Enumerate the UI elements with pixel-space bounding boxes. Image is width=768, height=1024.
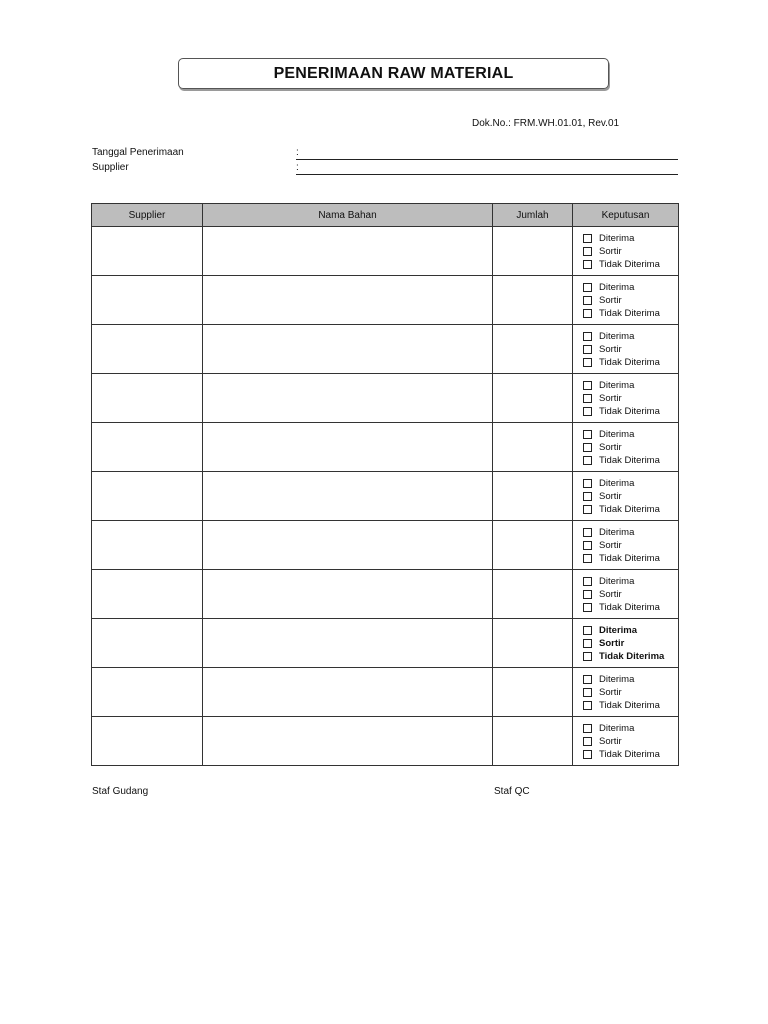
checkbox-sort[interactable] [583, 590, 592, 599]
option-label: Sortir [599, 294, 622, 306]
decision-options [573, 428, 678, 467]
option-label: Tidak Diterima [599, 258, 660, 270]
option-accepted[interactable] [583, 232, 678, 245]
receipt-date-field[interactable] [296, 159, 678, 160]
material-name-cell[interactable] [203, 717, 493, 766]
decision-options [573, 575, 678, 614]
option-sort[interactable] [583, 245, 678, 258]
supplier-cell[interactable] [92, 276, 203, 325]
decision-cell [573, 423, 679, 472]
option-sort[interactable] [583, 539, 678, 552]
decision-options [573, 281, 678, 320]
receipt-date-colon: : [296, 147, 299, 158]
checkbox-sort[interactable] [583, 639, 592, 648]
quantity-cell[interactable] [493, 472, 573, 521]
supplier-cell[interactable] [92, 619, 203, 668]
option-sort[interactable] [583, 441, 678, 454]
decision-options [573, 722, 678, 761]
title-box [178, 58, 609, 89]
supplier-cell[interactable] [92, 521, 203, 570]
checkbox-rejected[interactable] [583, 603, 592, 612]
decision-cell [573, 276, 679, 325]
material-name-cell[interactable] [203, 227, 493, 276]
option-sort[interactable] [583, 490, 678, 503]
checkbox-sort[interactable] [583, 492, 592, 501]
checkbox-rejected[interactable] [583, 407, 592, 416]
decision-options [573, 673, 678, 712]
header-quantity: Jumlah [493, 204, 573, 227]
option-label: Sortir [599, 539, 622, 551]
option-label: Tidak Diterima [599, 601, 660, 613]
table-row [92, 325, 679, 374]
quantity-cell[interactable] [493, 227, 573, 276]
option-label: Diterima [599, 379, 635, 391]
option-rejected[interactable] [583, 650, 678, 663]
material-name-cell[interactable] [203, 325, 493, 374]
material-name-cell[interactable] [203, 668, 493, 717]
option-label: Diterima [599, 477, 635, 489]
supplier-cell[interactable] [92, 570, 203, 619]
option-label: Sortir [599, 490, 622, 502]
option-sort[interactable] [583, 294, 678, 307]
checkbox-rejected[interactable] [583, 358, 592, 367]
option-label: Diterima [599, 281, 635, 293]
option-label: Sortir [599, 637, 625, 649]
supplier-label: Supplier [92, 162, 129, 173]
quantity-cell[interactable] [493, 374, 573, 423]
option-label: Diterima [599, 722, 635, 734]
option-label: Sortir [599, 441, 622, 453]
quantity-cell[interactable] [493, 619, 573, 668]
header-supplier: Supplier [92, 204, 203, 227]
option-label: Diterima [599, 428, 635, 440]
option-sort[interactable] [583, 588, 678, 601]
decision-options [573, 330, 678, 369]
option-label: Sortir [599, 343, 622, 355]
option-label: Diterima [599, 673, 635, 685]
supplier-cell[interactable] [92, 325, 203, 374]
checkbox-accepted[interactable] [583, 626, 592, 635]
checkbox-sort[interactable] [583, 296, 592, 305]
option-label: Sortir [599, 588, 622, 600]
option-rejected[interactable] [583, 748, 678, 761]
option-sort[interactable] [583, 686, 678, 699]
option-rejected[interactable] [583, 601, 678, 614]
decision-options [573, 232, 678, 271]
supplier-cell[interactable] [92, 717, 203, 766]
option-accepted[interactable] [583, 526, 678, 539]
checkbox-accepted[interactable] [583, 283, 592, 292]
option-label: Diterima [599, 330, 635, 342]
decision-cell [573, 570, 679, 619]
option-sort[interactable] [583, 735, 678, 748]
option-label: Tidak Diterima [599, 699, 660, 711]
qc-staff-signature: Staf QC [494, 786, 530, 797]
table-row [92, 717, 679, 766]
table-row [92, 521, 679, 570]
option-accepted[interactable] [583, 330, 678, 343]
supplier-field[interactable] [296, 174, 678, 175]
option-label: Tidak Diterima [599, 748, 660, 760]
checkbox-accepted[interactable] [583, 724, 592, 733]
table-header-row [92, 204, 679, 227]
option-accepted[interactable] [583, 281, 678, 294]
checkbox-rejected[interactable] [583, 260, 592, 269]
quantity-cell[interactable] [493, 325, 573, 374]
checkbox-accepted[interactable] [583, 675, 592, 684]
checkbox-accepted[interactable] [583, 577, 592, 586]
option-accepted[interactable] [583, 673, 678, 686]
checkbox-rejected[interactable] [583, 652, 592, 661]
option-accepted[interactable] [583, 722, 678, 735]
option-rejected[interactable] [583, 552, 678, 565]
checkbox-sort[interactable] [583, 541, 592, 550]
form-title: PENERIMAAN RAW MATERIAL [273, 64, 514, 82]
quantity-cell[interactable] [493, 668, 573, 717]
checkbox-sort[interactable] [583, 247, 592, 256]
checkbox-rejected[interactable] [583, 554, 592, 563]
checkbox-rejected[interactable] [583, 309, 592, 318]
table-row [92, 276, 679, 325]
decision-cell [573, 374, 679, 423]
option-label: Diterima [599, 526, 635, 538]
supplier-colon: : [296, 162, 299, 173]
option-label: Sortir [599, 392, 622, 404]
quantity-cell[interactable] [493, 423, 573, 472]
option-label: Tidak Diterima [599, 454, 660, 466]
supplier-cell[interactable] [92, 227, 203, 276]
option-label: Sortir [599, 245, 622, 257]
checkbox-accepted[interactable] [583, 234, 592, 243]
option-label: Tidak Diterima [599, 650, 665, 662]
checkbox-rejected[interactable] [583, 750, 592, 759]
option-accepted[interactable] [583, 428, 678, 441]
checkbox-sort[interactable] [583, 443, 592, 452]
quantity-cell[interactable] [493, 717, 573, 766]
option-rejected[interactable] [583, 307, 678, 320]
table-row [92, 374, 679, 423]
option-label: Tidak Diterima [599, 356, 660, 368]
quantity-cell[interactable] [493, 521, 573, 570]
warehouse-staff-signature: Staf Gudang [92, 786, 149, 797]
supplier-cell[interactable] [92, 472, 203, 521]
checkbox-rejected[interactable] [583, 456, 592, 465]
option-label: Tidak Diterima [599, 552, 660, 564]
option-sort[interactable] [583, 637, 678, 650]
material-name-cell[interactable] [203, 521, 493, 570]
material-name-cell[interactable] [203, 570, 493, 619]
option-sort[interactable] [583, 392, 678, 405]
supplier-cell[interactable] [92, 374, 203, 423]
option-label: Tidak Diterima [599, 307, 660, 319]
material-name-cell[interactable] [203, 276, 493, 325]
decision-cell [573, 668, 679, 717]
checkbox-sort[interactable] [583, 394, 592, 403]
checkbox-sort[interactable] [583, 688, 592, 697]
option-rejected[interactable] [583, 454, 678, 467]
option-accepted[interactable] [583, 379, 678, 392]
decision-cell [573, 472, 679, 521]
option-label: Diterima [599, 624, 638, 636]
table-row [92, 619, 679, 668]
material-name-cell[interactable] [203, 374, 493, 423]
receipt-date-label: Tanggal Penerimaan [92, 147, 184, 158]
decision-options [573, 379, 678, 418]
decision-options [573, 526, 678, 565]
option-label: Diterima [599, 575, 635, 587]
table-row [92, 227, 679, 276]
decision-cell [573, 227, 679, 276]
header-decision: Keputusan [573, 204, 679, 227]
supplier-cell[interactable] [92, 423, 203, 472]
checkbox-sort[interactable] [583, 737, 592, 746]
option-accepted[interactable] [583, 477, 678, 490]
option-rejected[interactable] [583, 503, 678, 516]
checkbox-accepted[interactable] [583, 430, 592, 439]
table-row [92, 668, 679, 717]
checkbox-sort[interactable] [583, 345, 592, 354]
receipt-table [91, 203, 679, 766]
option-label: Sortir [599, 735, 622, 747]
checkbox-accepted[interactable] [583, 332, 592, 341]
option-accepted[interactable] [583, 575, 678, 588]
checkbox-rejected[interactable] [583, 505, 592, 514]
document-number: Dok.No.: FRM.WH.01.01, Rev.01 [472, 118, 620, 129]
decision-cell [573, 325, 679, 374]
table-row [92, 570, 679, 619]
decision-cell [573, 717, 679, 766]
quantity-cell[interactable] [493, 276, 573, 325]
option-label: Diterima [599, 232, 635, 244]
material-name-cell[interactable] [203, 472, 493, 521]
option-rejected[interactable] [583, 356, 678, 369]
material-name-cell[interactable] [203, 619, 493, 668]
quantity-cell[interactable] [493, 570, 573, 619]
option-label: Tidak Diterima [599, 405, 660, 417]
option-rejected[interactable] [583, 699, 678, 712]
decision-cell [573, 619, 679, 668]
option-label: Sortir [599, 686, 622, 698]
header-material-name: Nama Bahan [203, 204, 493, 227]
checkbox-accepted[interactable] [583, 381, 592, 390]
checkbox-accepted[interactable] [583, 528, 592, 537]
table-row [92, 423, 679, 472]
decision-options [573, 624, 678, 663]
option-label: Tidak Diterima [599, 503, 660, 515]
decision-cell [573, 521, 679, 570]
material-name-cell[interactable] [203, 423, 493, 472]
table-row [92, 472, 679, 521]
option-accepted[interactable] [583, 624, 678, 637]
decision-options [573, 477, 678, 516]
supplier-cell[interactable] [92, 668, 203, 717]
checkbox-accepted[interactable] [583, 479, 592, 488]
option-sort[interactable] [583, 343, 678, 356]
checkbox-rejected[interactable] [583, 701, 592, 710]
option-rejected[interactable] [583, 258, 678, 271]
option-rejected[interactable] [583, 405, 678, 418]
